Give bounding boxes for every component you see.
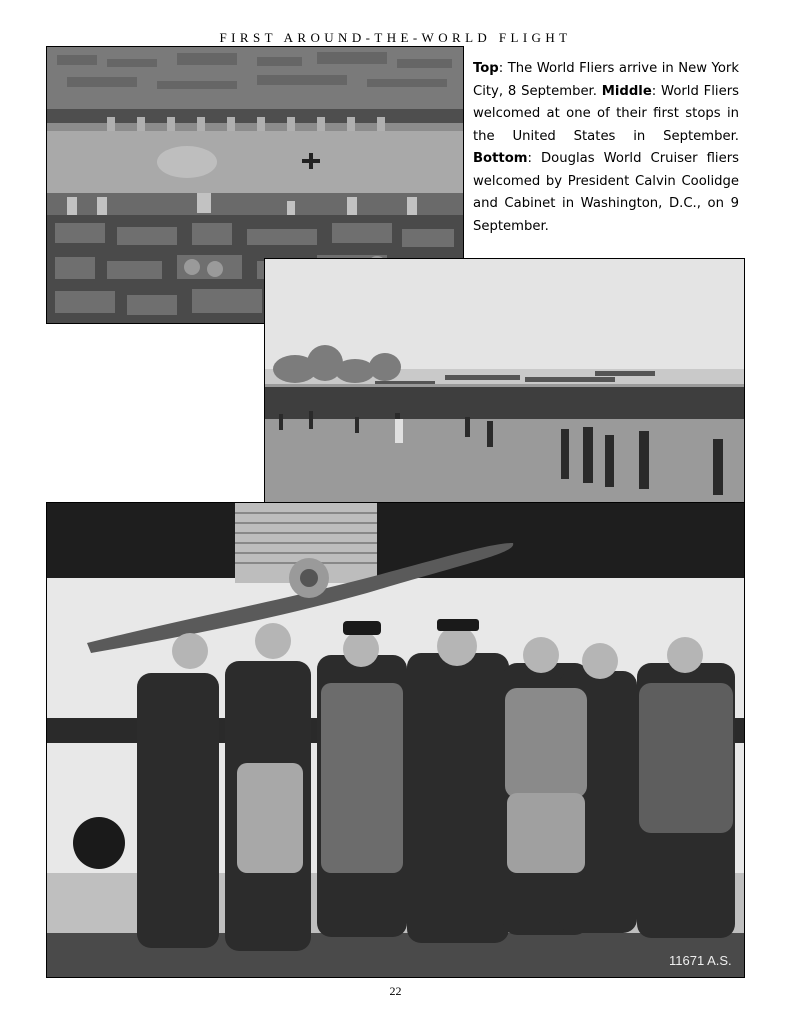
fliers-with-coolidge-photo bbox=[46, 502, 745, 978]
negative-number-label: 11671 A.S. bbox=[669, 953, 732, 968]
caption-bottom-text: : Douglas World Cruiser fliers welcomed by President Calvin Coolidge and Cabinet in Washington, D.C., on 9 September. bbox=[473, 151, 739, 234]
caption-top-label: Top bbox=[473, 61, 499, 76]
caption-middle-label: Middle bbox=[601, 83, 652, 99]
caption-middle-text: : World Fliers welcomed at one of their first stops in the United States in September. bbox=[473, 83, 739, 144]
caption-bottom-label: Bottom bbox=[473, 151, 528, 166]
crowd-photo-graphic bbox=[265, 259, 744, 516]
photo-caption bbox=[473, 58, 739, 238]
group-photo-graphic bbox=[47, 503, 744, 977]
airfield-crowd-photo bbox=[264, 258, 745, 517]
page-number: 22 bbox=[389, 984, 402, 998]
caption-top-text: : The World Fliers arrive in New York City, 8 September. bbox=[473, 61, 739, 99]
page-header: FIRST AROUND-THE-WORLD FLIGHT bbox=[219, 30, 572, 45]
